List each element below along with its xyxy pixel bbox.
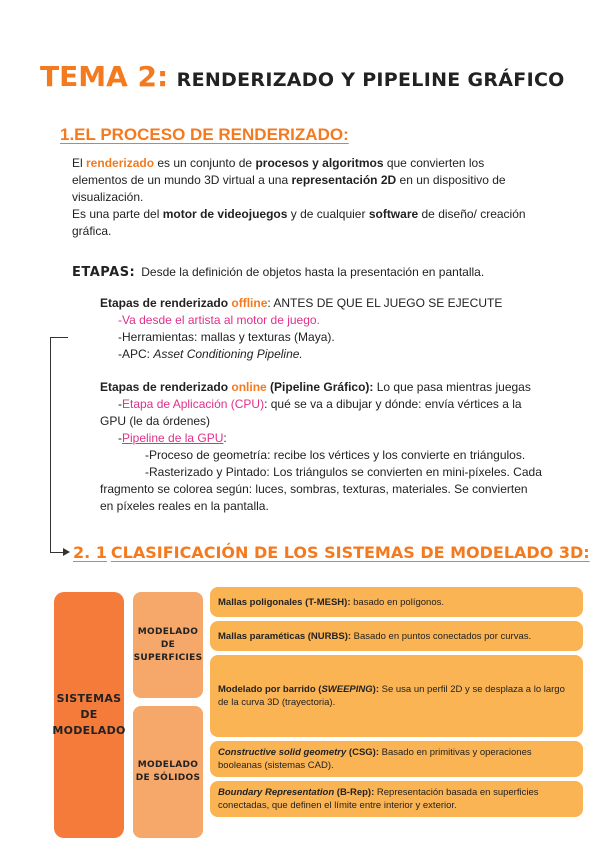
arrow-head-icon	[63, 548, 70, 556]
online-item-1-cont: GPU (le da órdenes)	[100, 414, 211, 428]
paragraph-motor: Es una parte del motor de videojuegos y de cualquier software de diseño/ creación gráfica.	[72, 207, 526, 238]
etapas-label: ETAPAS:	[72, 265, 136, 280]
section1-body	[72, 155, 542, 240]
leaf-mallas-poligonales: Mallas poligonales (T-MESH): basado en polígonos.	[210, 587, 583, 617]
online-title: Etapas de renderizado online (Pipeline Gráfico): Lo que pasa mientras juegas	[100, 380, 531, 394]
title-text: RENDERIZADO Y PIPELINE GRÁFICO	[176, 69, 565, 91]
online-sub-2-cont: fragmento se colorea según: luces, sombras, texturas, materiales. Se convierten	[100, 482, 528, 496]
offline-item-1: -Va desde el artista al motor de juego.	[118, 313, 320, 327]
section2-heading: 2. 1 CLASIFICACIÓN DE LOS SISTEMAS DE MODELADO 3D:	[73, 543, 590, 562]
etapas-desc: Desde la definición de objetos hasta la presentación en pantalla.	[141, 265, 485, 279]
node-modelado-solidos: MODELADO DE SÓLIDOS	[133, 706, 203, 838]
bracket-bottom-line	[50, 552, 64, 553]
section1-heading: 1.EL PROCESO DE RENDERIZADO:	[60, 125, 349, 144]
online-item-1: -Etapa de Aplicación (CPU): qué se va a dibujar y dónde: envía vértices a la	[118, 397, 522, 411]
title-prefix: TEMA 2:	[40, 60, 169, 93]
leaf-mallas-parametricas: Mallas paraméticas (NURBS): Basado en puntos conectados por curvas.	[210, 621, 583, 651]
paragraph-renderizado: El renderizado es un conjunto de procesos y algoritmos que convierten los elementos de un mundo 3D virtual a una representación 2D en un dispositivo de visualización.	[72, 156, 506, 204]
root-node-sistemas-modelado: SISTEMAS DE MODELADO	[54, 592, 124, 838]
offline-item-2: -Herramientas: mallas y texturas (Maya).	[118, 330, 335, 344]
etapas-header	[72, 265, 484, 280]
online-sub-1: -Proceso de geometría: recibe los vértices y los convierte en triángulos.	[145, 448, 526, 462]
bracket-top-line	[50, 337, 68, 338]
leaf-modelado-barrido: Modelado por barrido (SWEEPING): Se usa un perfil 2D y se desplaza a lo largo de la curva 3D (trayectoria).	[210, 655, 583, 737]
online-item-2: -Pipeline de la GPU:	[118, 431, 227, 445]
offline-item-3: -APC: Asset Conditioning Pipeline.	[118, 347, 303, 361]
online-sub-2: -Rasterizado y Pintado: Los triángulos se convierten en mini-píxeles. Cada	[145, 465, 542, 479]
bracket-vertical-line	[50, 337, 51, 553]
node-modelado-superficies: MODELADO DE SUPERFICIES	[133, 592, 203, 698]
leaf-brep: Boundary Representation (B-Rep): Representación basada en superficies conectadas, que definen el límite entre interior y exterior.	[210, 781, 583, 817]
offline-title: Etapas de renderizado offline: ANTES DE QUE EL JUEGO SE EJECUTE	[100, 296, 503, 310]
leaf-csg: Constructive solid geometry (CSG): Basado en primitivas y operaciones booleanas (sistemas CAD).	[210, 741, 583, 777]
page-title	[40, 60, 565, 93]
online-sub-2-end: en píxeles reales en la pantalla.	[100, 499, 269, 513]
